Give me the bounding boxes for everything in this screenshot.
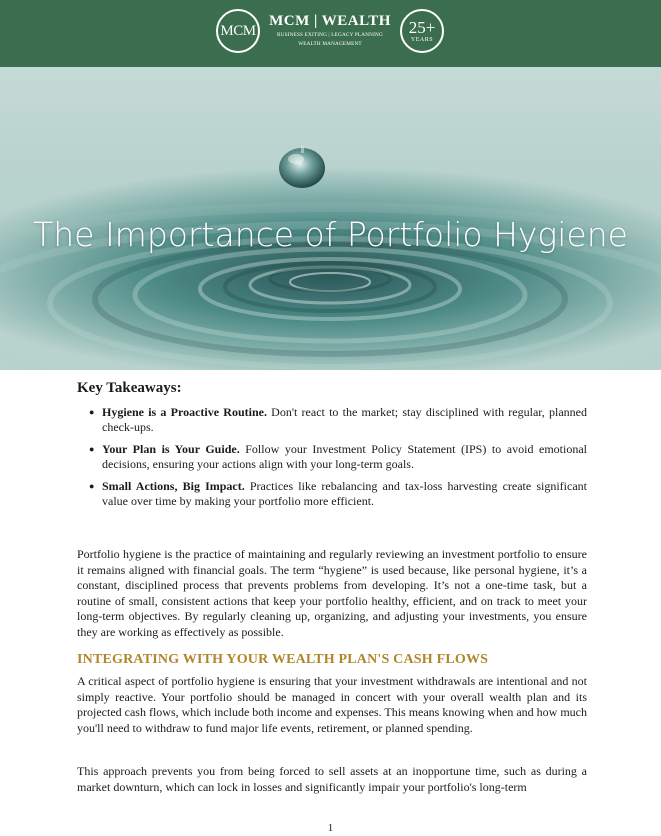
years-badge — [400, 9, 444, 53]
section-paragraph-1: A critical aspect of portfolio hygiene is ensuring that your investment withdrawals are intentional and not simply reactive. Your portfolio should be managed in concert with your overall wealth plan and its projected cash flows, which include both income and expenses. This means knowing when and how much you'll need to withdraw to fund major life events, retirement, or planned spending. — [77, 674, 587, 735]
takeaway-text: Practices like rebalancing and tax-loss harvesting create significant value over time by making your portfolio more efficient. — [102, 479, 587, 508]
section-heading: INTEGRATING WITH YOUR WEALTH PLAN'S CASH FLOWS — [77, 652, 489, 667]
takeaway-bold: Small Actions, Big Impact. — [102, 479, 245, 493]
badge-number: 25+ — [408, 18, 436, 37]
document-title: The Importance of Portfolio Hygiene — [33, 215, 628, 254]
list-item — [89, 405, 587, 435]
key-takeaways-list — [77, 405, 587, 509]
brand-tagline-line1: BUSINESS EXITING | LEGACY PLANNING — [277, 32, 383, 38]
bullet-icon: ● — [89, 407, 95, 417]
brand-tagline-line2: WEALTH MANAGEMENT — [298, 41, 362, 47]
section-paragraph-2: This approach prevents you from being forced to sell assets at an inopportune time, such as during a market downturn, which can lock in losses and significantly impair your portfolio's long-term — [77, 764, 587, 794]
key-takeaways-heading: Key Takeaways: — [77, 380, 182, 396]
mcm-logo-seal — [216, 9, 260, 53]
takeaway-text: Follow your Investment Policy Statement (IPS) to avoid emotional decisions, ensuring your actions align with your long-term goals. — [102, 442, 587, 471]
takeaway-bold: Your Plan is Your Guide. — [102, 442, 240, 456]
brand-block — [264, 13, 396, 48]
intro-paragraph: Portfolio hygiene is the practice of maintaining and regularly reviewing an investment portfolio to ensure it remains aligned with financial goals. The term “hygiene” is used because, like personal hygiene, it’s a constant, disciplined process that prevents problems from developing. It’s not a one-time task, but a routine of small, consistent actions that keep your portfolio healthy, efficient, and on track to meet your long-term objectives. By regularly cleaning up, organizing, and adjusting your investments, you ensure they are working as effectively as possible. — [77, 547, 587, 639]
key-takeaways-section — [77, 380, 587, 516]
logo-text: MCM — [220, 22, 256, 39]
bullet-icon: ● — [89, 481, 95, 491]
brand-name: MCM | WEALTH — [269, 13, 391, 29]
page-number: 1 — [327, 822, 334, 834]
list-item — [89, 442, 587, 472]
page-header — [0, 0, 661, 67]
list-item — [89, 479, 587, 509]
takeaway-bold: Hygiene is a Proactive Routine. — [102, 405, 267, 419]
takeaway-text: Don't react to the market; stay disciplined with regular, planned check-ups. — [102, 405, 588, 434]
bullet-icon: ● — [89, 444, 95, 454]
badge-label: YEARS — [410, 37, 434, 43]
hero-banner — [0, 67, 661, 370]
